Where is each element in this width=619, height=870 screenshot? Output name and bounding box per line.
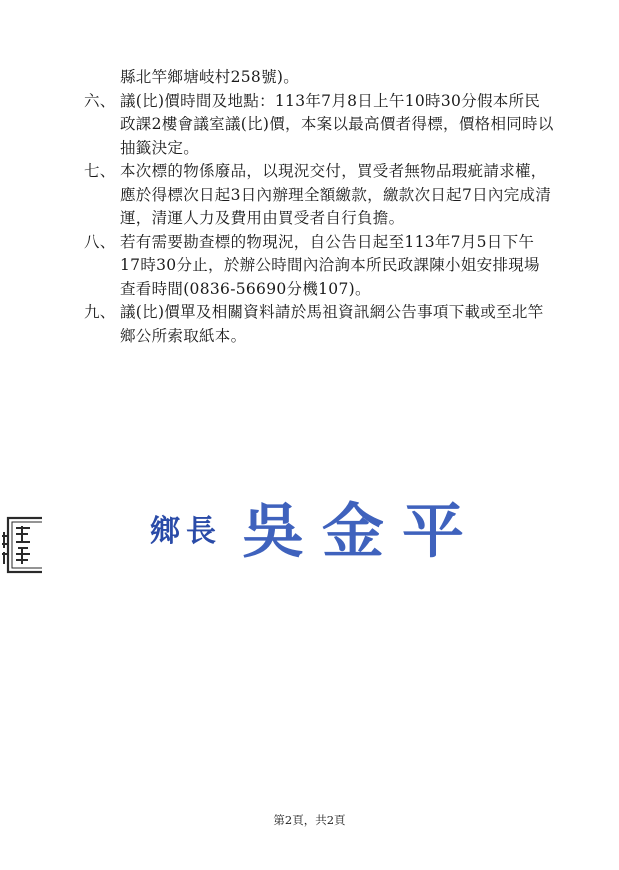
item-number: 八、	[84, 232, 116, 251]
page-number: 第2頁，共2頁	[273, 813, 346, 827]
signature-block	[150, 480, 490, 570]
item-text: 若有需要勘查標的物現況，自公告日起至113年7月5日下午17時30分止，於辦公時間內洽詢本所民政課陳小姐安排現場查看時間(0836-56690分機107)。	[120, 232, 540, 298]
signature-title: 鄉長	[150, 514, 222, 549]
seal-stamp-icon	[0, 514, 42, 576]
continuation-line: 縣北竿鄉塘岐村258號)。	[120, 68, 300, 86]
item-text: 議(比)價時間及地點：113年7月8日上午10時30分假本所民政課2樓會議室議(比)價，本案以最高價者得標，價格相同時以抽籤決定。	[120, 91, 554, 157]
list-item	[84, 231, 554, 302]
item-text: 議(比)價單及相關資料請於馬祖資訊網公告事項下載或至北竿鄉公所索取紙本。	[120, 303, 544, 345]
item-number: 六、	[84, 91, 116, 110]
list-item	[84, 301, 554, 348]
list-item	[84, 160, 554, 231]
item-number: 九、	[84, 303, 116, 321]
item-text: 本次標的物係廢品，以現況交付，買受者無物品瑕疵請求權，應於得標次日起3日內辦理全額繳款，繳款次日起7日內完成清運，清運人力及費用由買受者自行負擔。	[120, 162, 552, 227]
signature-name: 吳金平	[242, 496, 483, 566]
list-item	[84, 90, 554, 161]
seal-stamp-fragment	[0, 514, 42, 576]
item-number: 七、	[84, 162, 116, 180]
document-body	[84, 66, 554, 348]
